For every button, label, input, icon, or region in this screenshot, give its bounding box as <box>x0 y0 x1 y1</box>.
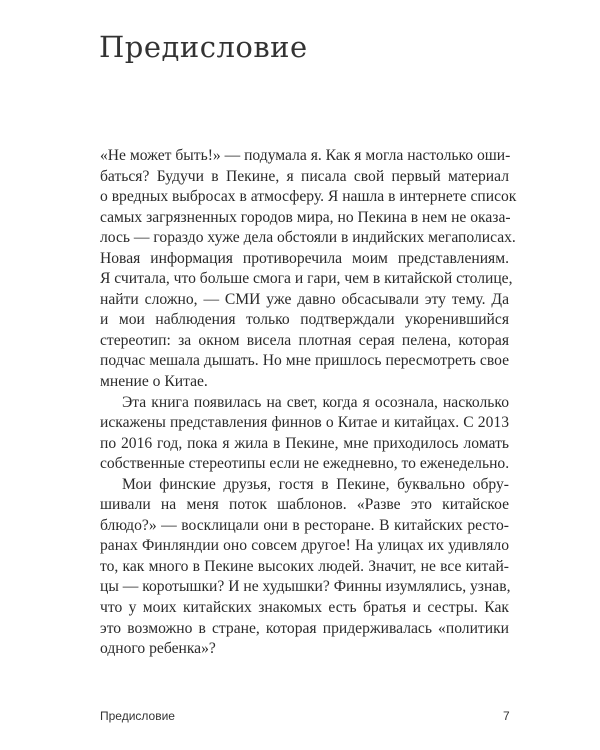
text-line: Эта книга появилась на свет, когда я осознала, насколько <box>122 393 509 411</box>
text-line: подчас мешала дышать. Но мне пришлось пересмотреть свое <box>100 352 509 370</box>
text-line: ранах Финляндии оно совсем другое! На улицах их удивляло <box>100 537 509 555</box>
text-line: стереотип: за окном висела плотная серая пелена, которая <box>100 331 509 349</box>
text-line: это возможно в стране, которая придерживалась «политики <box>100 619 509 637</box>
text-line: собственные стереотипы если не ежедневно, то еженедельно. <box>100 455 510 473</box>
text-line: самых загрязненных городов мира, но Пекина в нем не оказа- <box>100 208 511 226</box>
text-line: мнение о Китае. <box>100 373 208 391</box>
text-line: баться? Будучи в Пекине, я писала свой первый материал <box>100 167 509 185</box>
text-line: цы — коротышки? И не худышки? Финны изумлялись, узнав, <box>100 578 511 596</box>
text-line: «Не может быть!» — подумала я. Как я могла настолько оши- <box>100 147 511 164</box>
text-line: шивали на меня поток шаблонов. «Разве это китайское <box>100 496 509 514</box>
text-line: одного ребенка»? <box>100 640 216 658</box>
text-line: блюдо?» — восклицали они в ресторане. В китайских ресто- <box>100 516 509 534</box>
paragraph <box>100 146 517 393</box>
text-line: о вредных выбросах в атмосферу. Я нашла в интернете список <box>100 188 517 206</box>
body-text <box>100 146 517 660</box>
text-line: и мои наблюдения только подтверждали укоренившийся <box>100 311 509 329</box>
text-line: то, как много в Пекине высоких людей. Значит, не все китай- <box>100 557 509 575</box>
text-line: найти сложно, — СМИ уже давно обсасывали эту тему. Да <box>100 290 509 308</box>
text-line: Новая информация противоречила моим представлениям. <box>100 249 509 267</box>
text-line: что у моих китайских знакомых есть братья и сестры. Как <box>100 599 509 617</box>
text-line: лось — гораздо хуже дела обстояли в индийских мегаполисах. <box>100 229 516 247</box>
paragraph <box>100 393 509 475</box>
text-line: по 2016 год, пока я жила в Пекине, мне приходилось ломать <box>100 434 509 452</box>
running-footer-section: Предисловие <box>100 709 175 723</box>
text-line: Я считала, что больше смога и гари, чем в китайской столице, <box>100 270 513 288</box>
text-line: искажены представления финнов о Китае и китайцах. С 2013 <box>100 414 509 432</box>
page-title: Предисловие <box>99 30 308 64</box>
paragraph <box>100 475 509 660</box>
text-line: Мои финские друзья, гостя в Пекине, буквально обру- <box>122 475 509 493</box>
page-number: 7 <box>503 709 510 723</box>
